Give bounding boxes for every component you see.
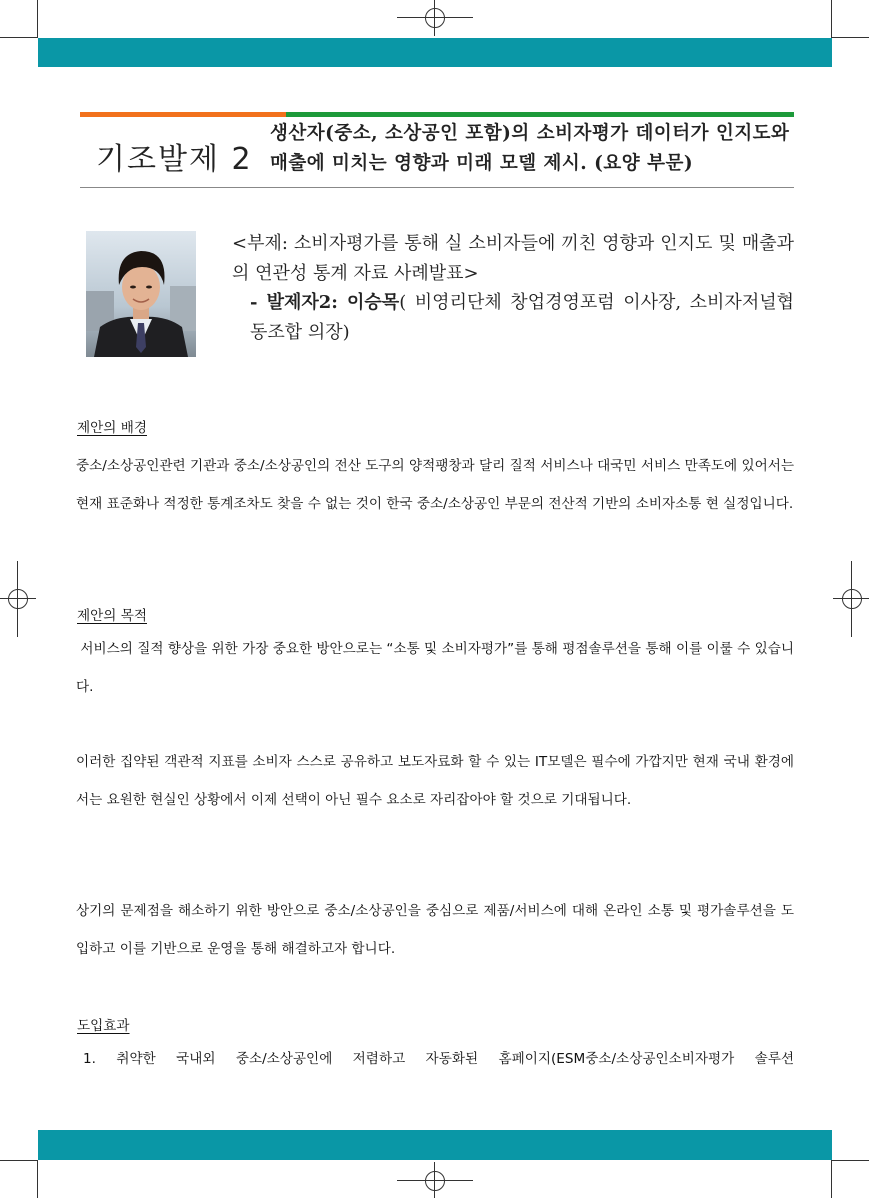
header-underline <box>80 187 794 188</box>
effects-item-1: 1. 취약한 국내외 중소/소상공인에 저렴하고 자동화된 홈페이지(ESM중소/소상공인소비자평가 솔루션 <box>83 1051 794 1067</box>
speaker-photo <box>86 231 196 357</box>
background-heading: 제안의 배경 <box>77 420 147 436</box>
registration-circle-right <box>842 589 862 609</box>
purpose-paragraph-2: 이러한 집약된 객관적 지표를 소비자 스스로 공유하고 보도자료화 할 수 있는 IT모델은 필수에 가깝지만 현재 국내 환경에서는 요원한 현실인 상황에서 이제 선택이 아닌 필수 요소로 자리잡아야 할 것으로 기대됩니다. <box>76 754 794 808</box>
effects-heading: 도입효과 <box>77 1018 130 1034</box>
header-band <box>38 38 832 67</box>
registration-circle-top <box>425 8 445 28</box>
registration-circle-left <box>8 589 28 609</box>
presenter-name: - 발제자2: 이승목 <box>250 292 400 313</box>
subtitle-line: <부제: 소비자평가를 통해 실 소비자들에 끼친 영향과 인지도 및 매출과의 연관성 통계 자료 사례발표> <box>232 233 794 284</box>
purpose-paragraph-1: 서비스의 질적 향상을 위한 가장 중요한 방안으로는 “소통 및 소비자평가”를 통해 평점솔루션을 통해 이를 이룰 수 있습니다. <box>76 641 794 695</box>
purpose-heading: 제안의 목적 <box>77 608 147 624</box>
presenter-affiliation: ( 비영리단체 창업경영포럼 이사장, 소비자저널협동조합 의장) <box>250 292 794 343</box>
background-text: 중소/소상공인관련 기관과 중소/소상공인의 전산 도구의 양적팽창과 달리 질적 서비스나 대국민 서비스 만족도에 있어서는 현재 표준화나 적정한 통계조차도 찾을 수 없는 것이 한국 중소/소상공인 부문의 전산적 기반의 소비자소통 현 실정입니다. <box>76 458 794 512</box>
header-rule-orange <box>80 112 286 117</box>
section-label: 기조발제 2 <box>96 142 253 177</box>
presenter-line <box>214 288 794 347</box>
speaker-info <box>214 229 794 347</box>
registration-circle-bottom <box>425 1171 445 1191</box>
purpose-paragraph-3: 상기의 문제점을 해소하기 위한 방안으로 중소/소상공인을 중심으로 제품/서비스에 대해 온라인 소통 및 평가솔루션을 도입하고 이를 기반으로 운영을 통해 해결하고자 합니다. <box>76 903 794 957</box>
section-title: 생산자(중소, 소상공인 포함)의 소비자평가 데이터가 인지도와 매출에 미치는 영향과 미래 모델 제시. (요양 부문) <box>270 123 790 174</box>
footer-band <box>38 1130 832 1160</box>
header-rule-green <box>286 112 794 117</box>
